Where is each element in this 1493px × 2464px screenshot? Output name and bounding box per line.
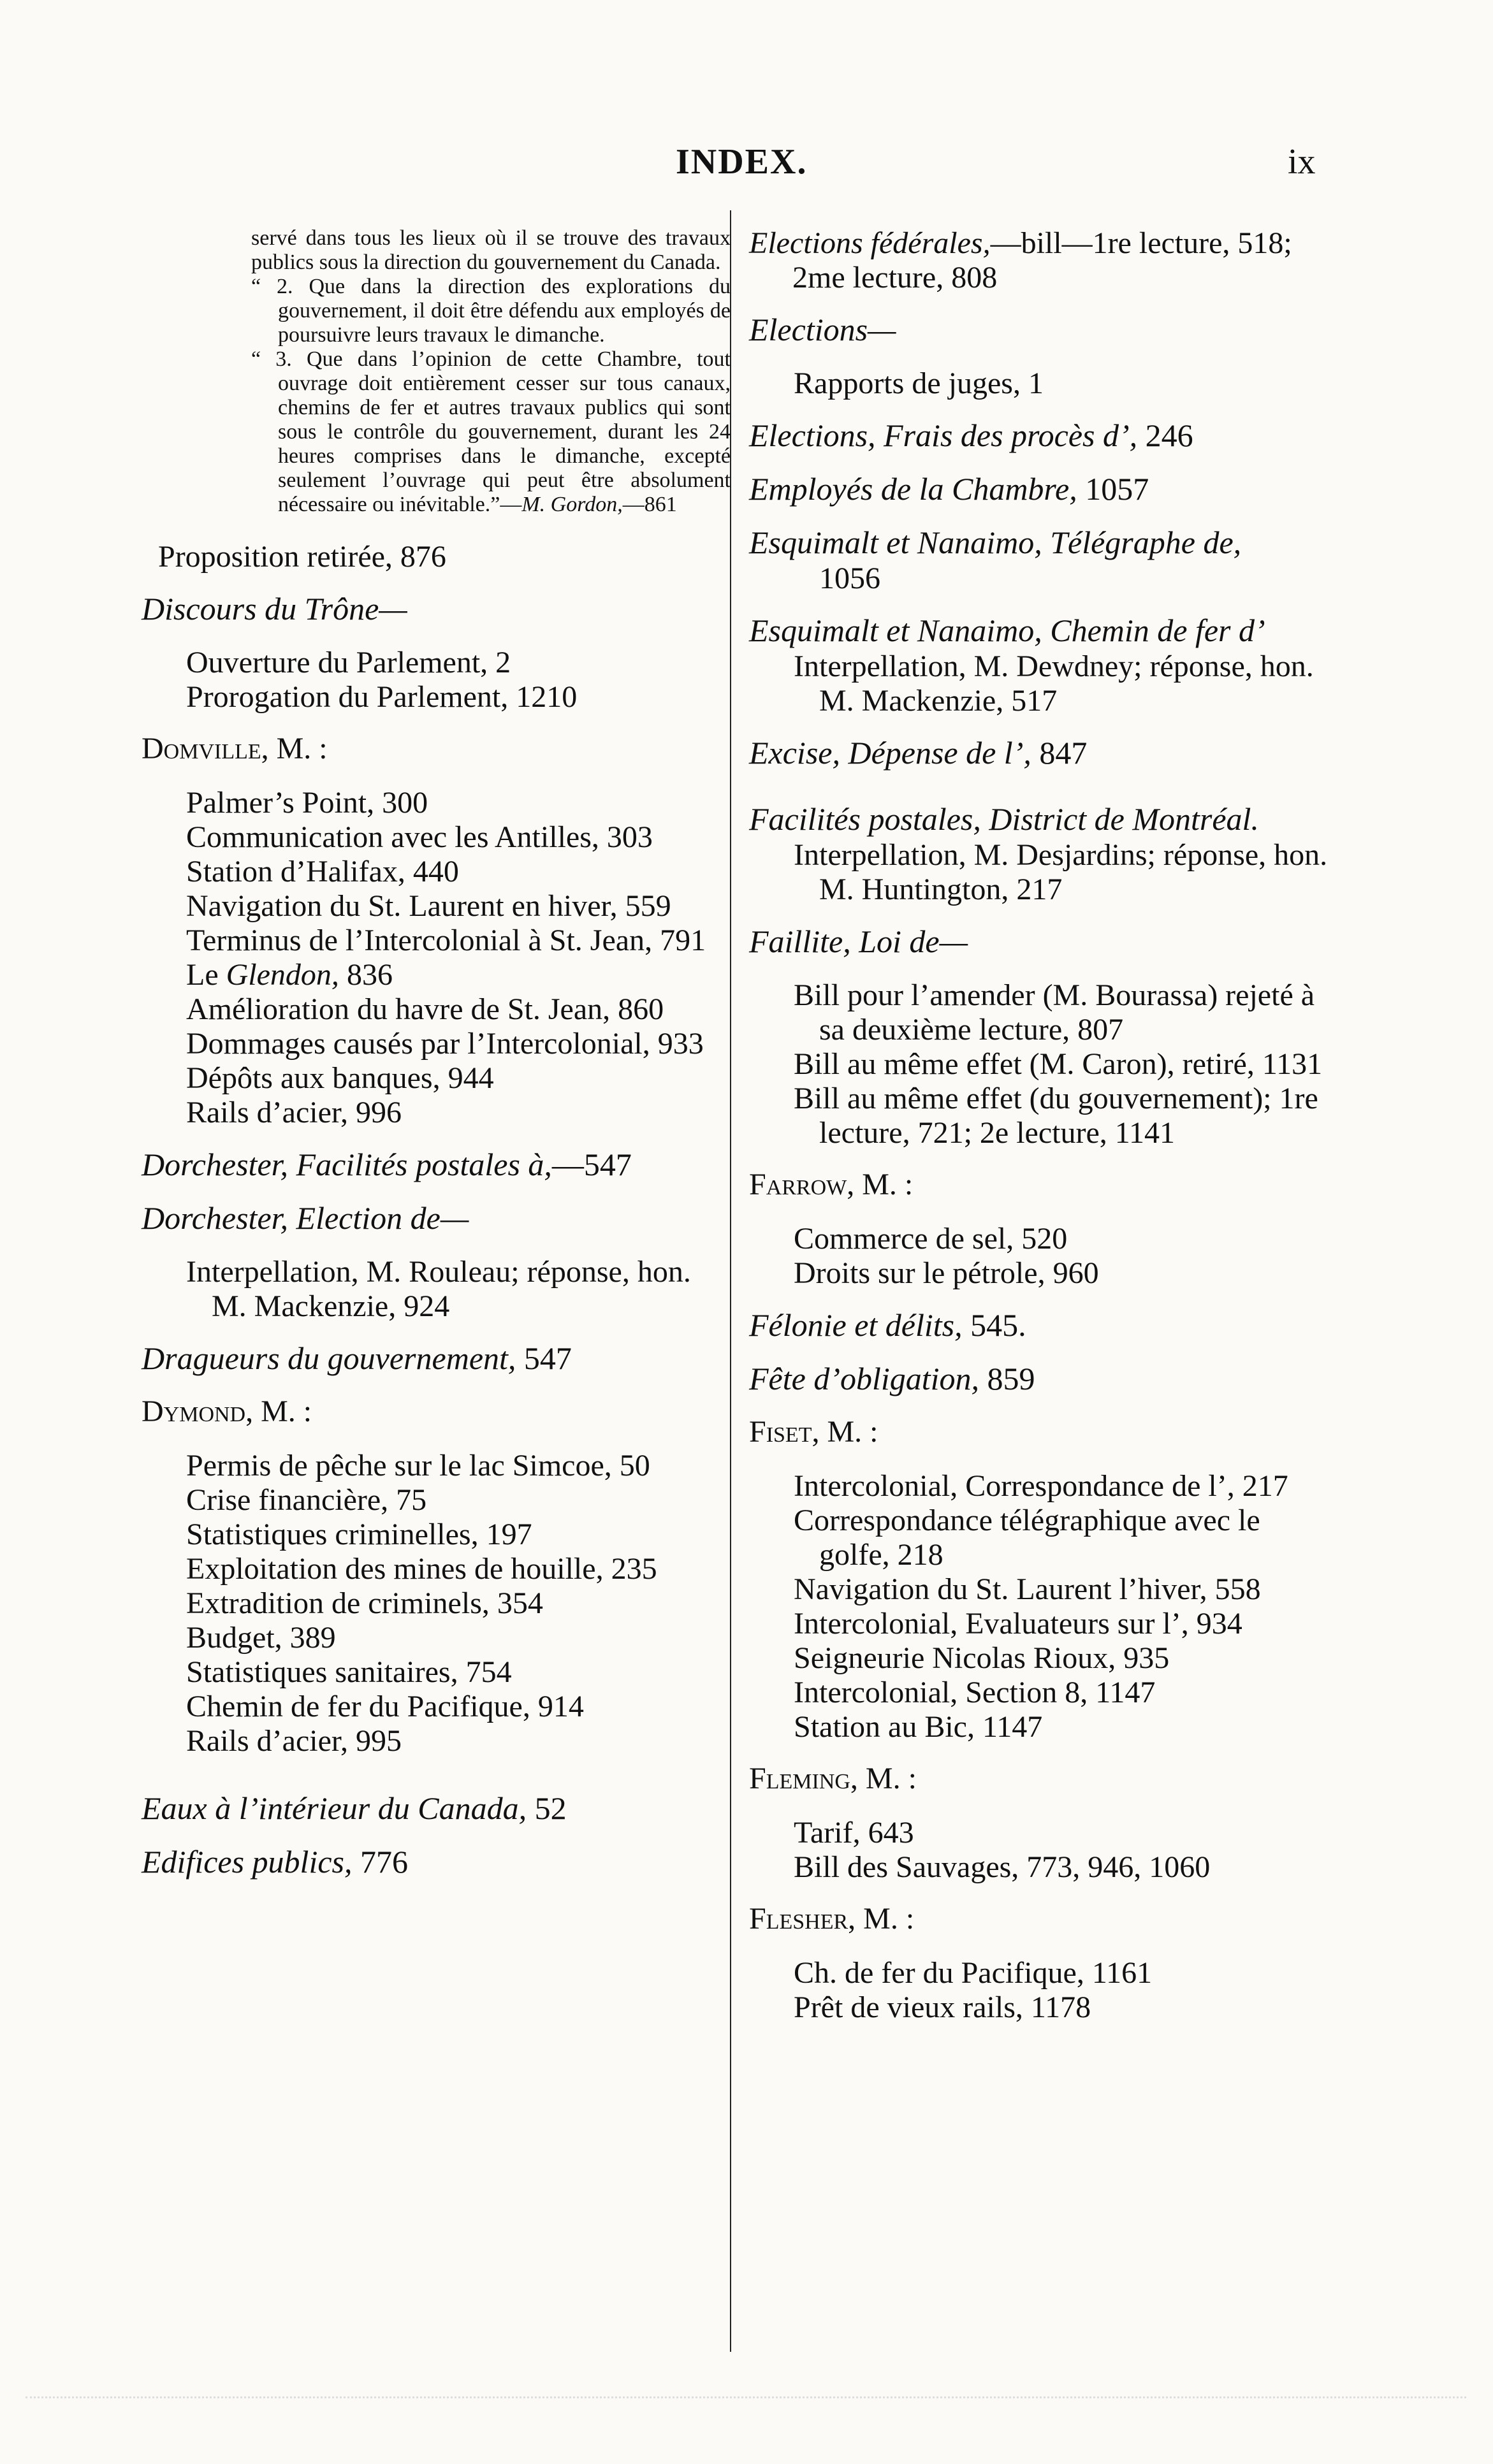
index-item: Statistiques sanitaires, 754 <box>186 1655 512 1689</box>
index-item: Statistiques criminelles, 197 <box>186 1518 532 1551</box>
index-entry <box>142 730 728 1130</box>
entry-heading: Facilités postales, District de Montréal. <box>749 801 1259 837</box>
index-item: Droits sur le pétrole, 960 <box>794 1256 1099 1290</box>
index-item: Intercolonial, Evaluateurs sur l’, 934 <box>794 1607 1242 1641</box>
heading-page: 776 <box>352 1844 408 1880</box>
index-item: Dépôts aux banques, 944 <box>186 1061 494 1095</box>
index-item: Bill au même effet (du gouvernement); 1re lecture, 721; 2e lecture, 1141 <box>794 1082 1318 1150</box>
index-item: Dommages causés par l’Intercolonial, 933 <box>186 1027 704 1061</box>
heading-page: —547 <box>551 1147 632 1182</box>
entry-heading <box>142 1843 728 1881</box>
index-entry <box>749 416 1336 454</box>
heading-text: Employés de la Chambre, <box>749 471 1077 507</box>
quote-text: “ 3. Que dans l’opinion de cette Chambre, tout ouvrage doit entièrement cesser sur tous canaux, chemins de fer et autres travaux publics qui sont sous le contrôle du gouvernement, durant les 24 heures comprises dans le dimanche, excepté seulement l’ouvrage qui peut être absolument nécessaire ou inévitable.”— <box>251 347 731 516</box>
index-item: Interpellation, M. Rouleau; réponse, hon. M. Mackenzie, 924 <box>186 1255 691 1323</box>
quote-line: servé dans tous les lieux où il se trouve des travaux publics sous la direction du gouvernement du Canada. <box>251 226 731 274</box>
index-entry <box>749 470 1336 508</box>
left-column <box>142 226 731 1881</box>
entry-heading <box>142 1145 728 1184</box>
quote-line: “ 2. Que dans la direction des explorations du gouvernement, il doit être défendu aux employés de poursuivre leurs travaux le dimanche. <box>251 275 731 347</box>
entry-heading: Dymond, M. : <box>142 1395 312 1428</box>
index-item: Communication avec les Antilles, 303 <box>186 820 653 854</box>
entry-heading: Discours du Trône— <box>142 591 407 627</box>
index-item: Chemin de fer du Pacifique, 914 <box>186 1690 584 1723</box>
index-item: Bill pour l’amender (M. Bourassa) rejeté à sa deuxième lecture, 807 <box>794 978 1315 1047</box>
page-number: ix <box>1288 142 1316 182</box>
entry-heading: Elections— <box>749 312 896 347</box>
index-item: Rails d’acier, 996 <box>186 1096 402 1129</box>
heading-text: Elections fédérales, <box>749 226 991 260</box>
index-entry <box>142 590 728 714</box>
index-item: Station au Bic, 1147 <box>794 1710 1043 1744</box>
index-entry <box>749 1166 1336 1291</box>
index-item: Intercolonial, Correspondance de l’, 217 <box>794 1469 1288 1503</box>
heading-text: Excise, Dépense de l’, <box>749 735 1031 771</box>
entry-heading: Faillite, Loi de— <box>749 924 968 959</box>
index-entry <box>749 922 1336 1150</box>
index-item: Rails d’acier, 995 <box>186 1724 402 1758</box>
index-entry <box>749 1900 1336 2025</box>
quote-author: M. Gordon, <box>521 493 623 516</box>
index-entry <box>749 800 1336 907</box>
index-item: Budget, 389 <box>186 1621 336 1655</box>
entry-heading: Flesher, M. : <box>749 1902 915 1936</box>
index-item <box>142 958 728 992</box>
index-item: Station d’Halifax, 440 <box>186 855 459 888</box>
heading-page: 52 <box>527 1790 567 1826</box>
index-entry <box>749 523 1336 596</box>
index-entry <box>749 1306 1336 1344</box>
index-entry <box>749 1359 1336 1398</box>
entry-heading: Esquimalt et Nanaimo, Chemin de fer d’ <box>749 612 1265 648</box>
index-item: Navigation du St. Laurent en hiver, 559 <box>186 889 671 923</box>
quoted-resolution <box>251 226 731 517</box>
index-entry <box>142 1393 728 1758</box>
right-column <box>749 226 1336 2025</box>
heading-page: 1057 <box>1077 471 1149 507</box>
index-item: Amélioration du havre de St. Jean, 860 <box>186 992 664 1026</box>
entry-heading <box>749 416 1336 454</box>
column-divider <box>730 210 731 2352</box>
index-item: Correspondance télégraphique avec le golfe, 218 <box>794 1504 1260 1572</box>
item-ship-name: Glendon, <box>226 958 339 992</box>
index-item: Intercolonial, Section 8, 1147 <box>794 1676 1156 1709</box>
entry-heading <box>142 1789 728 1827</box>
entry-heading: Farrow, M. : <box>749 1168 914 1201</box>
heading-text: Eaux à l’intérieur du Canada, <box>142 1790 527 1826</box>
heading-page: 545. <box>962 1307 1026 1343</box>
heading-detail: —bill—1re lecture, 518; 2me lecture, 808 <box>792 226 1292 294</box>
index-item: Rapports de juges, 1 <box>794 366 1044 400</box>
index-item: Navigation du St. Laurent l’hiver, 558 <box>794 1572 1261 1606</box>
index-item: 1056 <box>819 562 880 595</box>
index-item: Interpellation, M. Desjardins; réponse, hon. M. Huntington, 217 <box>794 838 1328 906</box>
heading-text: Elections, Frais des procès d’, <box>749 417 1138 453</box>
heading-text: Dragueurs du gouvernement, <box>142 1340 516 1376</box>
index-item: Prêt de vieux rails, 1178 <box>794 1990 1091 2024</box>
page-edge-dots <box>25 2396 1466 2401</box>
entry-heading <box>749 470 1336 508</box>
index-item: Ch. de fer du Pacifique, 1161 <box>794 1956 1153 1990</box>
page-header <box>0 141 1493 205</box>
index-item: Exploitation des mines de houille, 235 <box>186 1552 657 1586</box>
entry-heading: Dorchester, Election de— <box>142 1200 469 1236</box>
index-entry <box>749 611 1336 718</box>
index-entry <box>142 1145 728 1184</box>
index-entry <box>749 310 1336 401</box>
index-item: Extradition de criminels, 354 <box>186 1586 543 1620</box>
entry-heading: Domville, M. : <box>142 732 328 765</box>
index-entry <box>142 1339 728 1377</box>
quote-page: —861 <box>622 493 677 516</box>
index-entry <box>142 1789 728 1827</box>
entry-heading: Fiset, M. : <box>749 1415 878 1449</box>
index-item: Bill des Sauvages, 773, 946, 1060 <box>794 1850 1211 1884</box>
page-title: INDEX. <box>676 142 808 182</box>
index-entry <box>142 1843 728 1881</box>
entry-heading <box>749 1359 1336 1398</box>
heading-page: 847 <box>1031 735 1088 771</box>
index-item: Bill au même effet (M. Caron), retiré, 1131 <box>794 1047 1323 1081</box>
heading-text: Dorchester, Facilités postales à, <box>142 1147 552 1182</box>
index-entry <box>749 1760 1336 1885</box>
item-page: 836 <box>339 958 393 992</box>
index-item: Crise financière, 75 <box>186 1483 427 1517</box>
index-item: Interpellation, M. Dewdney; réponse, hon. M. Mackenzie, 517 <box>794 649 1314 718</box>
index-entry <box>142 1199 728 1324</box>
heading-text: Edifices publics, <box>142 1844 353 1880</box>
index-entry <box>142 540 728 574</box>
entry-heading <box>749 1306 1336 1344</box>
index-item: Ouverture du Parlement, 2 <box>186 646 511 679</box>
entry-heading: Esquimalt et Nanaimo, Télégraphe de, <box>749 525 1242 560</box>
quote-line <box>251 347 731 517</box>
index-item: Seigneurie Nicolas Rioux, 935 <box>794 1641 1170 1675</box>
index-item: Prorogation du Parlement, 1210 <box>186 680 578 714</box>
heading-page: 547 <box>516 1340 572 1376</box>
index-item: Permis de pêche sur le lac Simcoe, 50 <box>186 1449 650 1482</box>
index-entry <box>749 1413 1336 1744</box>
index-item: Proposition retirée, 876 <box>158 540 446 574</box>
index-entry <box>749 226 1336 295</box>
index-item <box>749 226 1336 295</box>
index-item: Terminus de l’Intercolonial à St. Jean, 791 <box>186 924 706 957</box>
heading-text: Fête d’obligation, <box>749 1361 980 1396</box>
index-item: Tarif, 643 <box>794 1816 914 1850</box>
index-entry <box>749 734 1336 772</box>
item-text: Le <box>186 958 226 992</box>
entry-heading: Fleming, M. : <box>749 1762 917 1795</box>
heading-text: Félonie et délits, <box>749 1307 963 1343</box>
heading-page: 246 <box>1137 417 1193 453</box>
index-item: Commerce de sel, 520 <box>794 1222 1068 1256</box>
entry-heading <box>142 1339 728 1377</box>
index-item: Palmer’s Point, 300 <box>186 786 428 820</box>
heading-page: 859 <box>979 1361 1035 1396</box>
entry-heading <box>749 734 1336 772</box>
